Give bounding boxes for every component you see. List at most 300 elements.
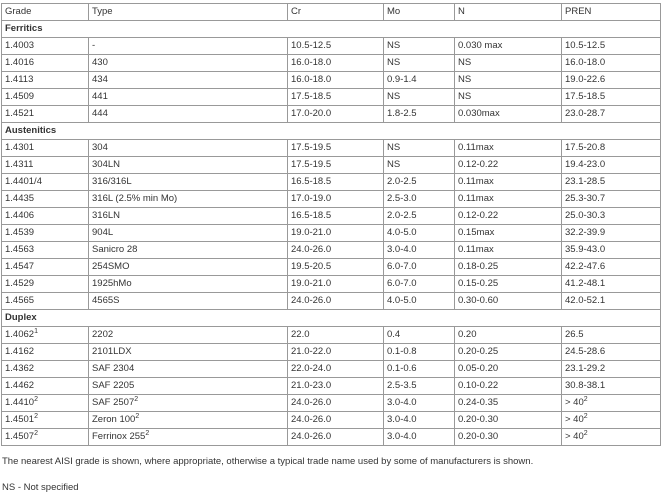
- pren-cell: [562, 38, 661, 55]
- n-cell-text: 0.12-0.22: [458, 159, 499, 170]
- n-cell: [455, 174, 562, 191]
- n-cell: [455, 276, 562, 293]
- mo-cell: [384, 140, 455, 157]
- pren-cell: [562, 225, 661, 242]
- type-cell: [89, 38, 288, 55]
- grade-cell: [2, 208, 89, 225]
- grade-cell: [2, 242, 89, 259]
- footnote-marker: 2: [34, 396, 38, 403]
- pren-cell-text: 24.5-28.6: [565, 346, 606, 357]
- cr-cell: [288, 327, 384, 344]
- section-filler-cell: [562, 21, 661, 38]
- mo-cell-text: 3.0-4.0: [387, 244, 417, 255]
- section-row: [2, 21, 661, 38]
- type-cell-text: Zeron 100: [92, 414, 136, 425]
- footnote-marker: 2: [134, 396, 139, 403]
- grade-cell: [2, 378, 89, 395]
- type-cell: [89, 429, 288, 446]
- grade-cell: [2, 259, 89, 276]
- grade-cell-text: 1.4406: [5, 210, 35, 221]
- pren-cell-text: > 40: [565, 397, 584, 408]
- n-cell: [455, 191, 562, 208]
- pren-cell: [562, 72, 661, 89]
- pren-cell: [562, 259, 661, 276]
- pren-cell: [562, 89, 661, 106]
- cr-cell-text: 24.0-26.0: [291, 397, 332, 408]
- n-cell: [455, 106, 562, 123]
- n-cell: [455, 395, 562, 412]
- footnote-marker: 2: [34, 430, 38, 437]
- n-cell-text: NS: [458, 74, 472, 85]
- section-filler-cell: [562, 310, 661, 327]
- pren-cell: [562, 293, 661, 310]
- cr-cell-text: 16.0-18.0: [291, 74, 332, 85]
- pren-cell-text: 23.1-29.2: [565, 363, 606, 374]
- n-cell-text: 0.11max: [458, 176, 494, 187]
- n-cell-text: 0.20-0.30: [458, 414, 499, 425]
- section-filler-cell: [455, 310, 562, 327]
- table-row: [2, 276, 661, 293]
- cr-cell: [288, 242, 384, 259]
- grade-cell: [2, 191, 89, 208]
- n-cell-text: 0.030 max: [458, 40, 503, 51]
- grade-cell-text: 1.4362: [5, 363, 35, 374]
- pren-cell-text: 23.1-28.5: [565, 176, 606, 187]
- section-filler-cell: [384, 21, 455, 38]
- header-row: [2, 4, 661, 21]
- grade-cell: [2, 55, 89, 72]
- type-cell: [89, 327, 288, 344]
- cr-cell-text: 22.0: [291, 329, 310, 340]
- cr-cell-text: 17.5-18.5: [291, 91, 332, 102]
- mo-cell: [384, 225, 455, 242]
- pren-cell-text: 19.4-23.0: [565, 159, 606, 170]
- grade-cell-text: 1.4565: [5, 295, 35, 306]
- n-cell: [455, 89, 562, 106]
- section-filler-cell: [89, 123, 288, 140]
- pren-cell-text: 26.5: [565, 329, 584, 340]
- pren-cell-text: 42.0-52.1: [565, 295, 606, 306]
- n-cell: [455, 38, 562, 55]
- mo-cell: [384, 276, 455, 293]
- cr-cell-text: 21.0-22.0: [291, 346, 332, 357]
- n-cell: [455, 259, 562, 276]
- section-title: Austenitics: [2, 123, 89, 140]
- type-cell-text: 4565S: [92, 295, 120, 306]
- mo-cell-text: 2.5-3.5: [387, 380, 417, 391]
- mo-cell-text: 0.9-1.4: [387, 74, 417, 85]
- type-cell: [89, 191, 288, 208]
- mo-cell-text: NS: [387, 91, 401, 102]
- type-cell-text: 254SMO: [92, 261, 130, 272]
- type-cell: [89, 378, 288, 395]
- n-cell: [455, 157, 562, 174]
- type-cell-text: 1925hMo: [92, 278, 132, 289]
- grade-cell: [2, 293, 89, 310]
- grade-cell-text: 1.4547: [5, 261, 35, 272]
- type-cell: [89, 140, 288, 157]
- mo-cell-text: 4.0-5.0: [387, 227, 417, 238]
- mo-cell: [384, 293, 455, 310]
- section-filler-cell: [89, 21, 288, 38]
- type-cell: [89, 72, 288, 89]
- type-cell-text: 444: [92, 108, 108, 119]
- mo-cell: [384, 429, 455, 446]
- pren-cell: [562, 378, 661, 395]
- cr-cell: [288, 276, 384, 293]
- cr-cell-text: 16.5-18.5: [291, 176, 332, 187]
- mo-cell: [384, 242, 455, 259]
- aisi-note: The nearest AISI grade is shown, where appropriate, otherwise a typical trade name used by some of manufacturers is shown.: [2, 456, 534, 467]
- n-cell: [455, 361, 562, 378]
- footnote-marker: 2: [583, 413, 588, 420]
- table-row: [2, 89, 661, 106]
- mo-cell: [384, 157, 455, 174]
- grade-cell: [2, 412, 89, 429]
- grade-cell-text: 1.4003: [5, 40, 35, 51]
- mo-cell-text: 3.0-4.0: [387, 431, 417, 442]
- not-specified-note: NS - Not specified: [2, 482, 79, 493]
- cr-cell-text: 24.0-26.0: [291, 414, 332, 425]
- cr-cell: [288, 72, 384, 89]
- cr-cell: [288, 395, 384, 412]
- grade-cell-text: 1.4113: [5, 74, 34, 85]
- type-cell-text: 316/316L: [92, 176, 132, 187]
- pren-cell-text: 17.5-18.5: [565, 91, 606, 102]
- grade-cell: [2, 174, 89, 191]
- grade-cell-text: 1.4062: [5, 329, 35, 340]
- n-cell-text: 0.030max: [458, 108, 500, 119]
- type-cell-text: 441: [92, 91, 108, 102]
- table-row: [2, 174, 661, 191]
- mo-cell: [384, 259, 455, 276]
- type-cell-text: 304LN: [92, 159, 120, 170]
- n-cell-text: 0.10-0.22: [458, 380, 499, 391]
- type-cell-text: 2202: [92, 329, 114, 340]
- grade-cell-text: 1.4521: [5, 108, 35, 119]
- type-cell: [89, 412, 288, 429]
- n-cell-text: 0.11max: [458, 244, 494, 255]
- mo-cell: [384, 327, 455, 344]
- type-cell: [89, 293, 288, 310]
- mo-cell: [384, 55, 455, 72]
- pren-cell-text: 42.2-47.6: [565, 261, 606, 272]
- n-cell-text: 0.30-0.60: [458, 295, 499, 306]
- n-cell-text: 0.12-0.22: [458, 210, 499, 221]
- pren-cell: [562, 276, 661, 293]
- grade-cell: [2, 361, 89, 378]
- cr-cell-text: 17.5-19.5: [291, 159, 332, 170]
- type-cell-text: 434: [92, 74, 108, 85]
- pren-cell-text: 25.3-30.7: [565, 193, 606, 204]
- n-cell-text: 0.11max: [458, 193, 494, 204]
- n-cell: [455, 429, 562, 446]
- mo-cell-text: 3.0-4.0: [387, 414, 417, 425]
- mo-cell: [384, 361, 455, 378]
- section-filler-cell: [288, 310, 384, 327]
- cr-cell: [288, 89, 384, 106]
- cr-cell: [288, 106, 384, 123]
- cr-cell: [288, 259, 384, 276]
- section-filler-cell: [384, 123, 455, 140]
- grade-cell-text: 1.4462: [5, 380, 35, 391]
- n-cell-text: NS: [458, 57, 472, 68]
- type-cell-text: 316LN: [92, 210, 120, 221]
- mo-cell-text: 4.0-5.0: [387, 295, 417, 306]
- type-cell: [89, 174, 288, 191]
- table-row: [2, 191, 661, 208]
- mo-cell: [384, 72, 455, 89]
- cr-cell: [288, 157, 384, 174]
- mo-cell-text: 2.5-3.0: [387, 193, 417, 204]
- cr-cell: [288, 191, 384, 208]
- header-cell-type: Type: [89, 4, 288, 21]
- pren-cell-text: 17.5-20.8: [565, 142, 606, 153]
- pren-cell: [562, 106, 661, 123]
- cr-cell: [288, 412, 384, 429]
- cr-cell: [288, 344, 384, 361]
- n-cell-text: NS: [458, 91, 472, 102]
- mo-cell-text: 3.0-4.0: [387, 397, 417, 408]
- section-filler-cell: [89, 310, 288, 327]
- cr-cell-text: 22.0-24.0: [291, 363, 332, 374]
- cr-cell-text: 10.5-12.5: [291, 40, 332, 51]
- stainless-steel-grades-table: [1, 3, 661, 446]
- section-filler-cell: [455, 21, 562, 38]
- header-cell-cr: Cr: [288, 4, 384, 21]
- type-cell: [89, 89, 288, 106]
- type-cell-text: SAF 2507: [92, 397, 135, 408]
- section-filler-cell: [288, 123, 384, 140]
- grade-cell-text: 1.4016: [5, 57, 35, 68]
- grade-cell: [2, 276, 89, 293]
- pren-cell-text: > 40: [565, 414, 584, 425]
- grade-cell: [2, 106, 89, 123]
- n-cell-text: 0.20-0.30: [458, 431, 499, 442]
- mo-cell: [384, 208, 455, 225]
- header-cell-pren: PREN: [562, 4, 661, 21]
- grade-cell: [2, 344, 89, 361]
- n-cell-text: 0.24-0.35: [458, 397, 499, 408]
- pren-cell: [562, 327, 661, 344]
- type-cell: [89, 276, 288, 293]
- mo-cell-text: 2.0-2.5: [387, 210, 417, 221]
- cr-cell: [288, 293, 384, 310]
- mo-cell: [384, 174, 455, 191]
- type-cell: [89, 208, 288, 225]
- section-row: [2, 123, 661, 140]
- type-cell: [89, 395, 288, 412]
- footnote-marker: 2: [34, 413, 38, 420]
- pren-cell-text: > 40: [565, 431, 584, 442]
- pren-cell: [562, 429, 661, 446]
- cr-cell-text: 17.0-20.0: [291, 108, 332, 119]
- type-cell-text: 430: [92, 57, 108, 68]
- cr-cell: [288, 174, 384, 191]
- mo-cell-text: NS: [387, 159, 401, 170]
- mo-cell-text: 2.0-2.5: [387, 176, 417, 187]
- table-row: [2, 412, 661, 429]
- type-cell-text: SAF 2304: [92, 363, 135, 374]
- n-cell: [455, 378, 562, 395]
- section-title: Ferritics: [2, 21, 89, 38]
- n-cell-text: 0.20-0.25: [458, 346, 499, 357]
- type-cell: [89, 55, 288, 72]
- table-row: [2, 361, 661, 378]
- header-cell-n: N: [455, 4, 562, 21]
- header-cell-mo: Mo: [384, 4, 455, 21]
- grade-cell: [2, 327, 89, 344]
- pren-cell: [562, 157, 661, 174]
- table-row: [2, 72, 661, 89]
- type-cell: [89, 106, 288, 123]
- pren-cell: [562, 361, 661, 378]
- mo-cell-text: 0.1-0.8: [387, 346, 417, 357]
- pren-cell-text: 30.8-38.1: [565, 380, 606, 391]
- mo-cell: [384, 395, 455, 412]
- mo-cell-text: 0.1-0.6: [387, 363, 417, 374]
- pren-cell-text: 32.2-39.9: [565, 227, 606, 238]
- grade-cell-text: 1.4529: [5, 278, 35, 289]
- grade-cell: [2, 157, 89, 174]
- n-cell: [455, 140, 562, 157]
- cr-cell: [288, 361, 384, 378]
- grade-cell: [2, 429, 89, 446]
- cr-cell-text: 19.0-21.0: [291, 278, 332, 289]
- n-cell: [455, 72, 562, 89]
- n-cell-text: 0.20: [458, 329, 477, 340]
- grade-cell: [2, 395, 89, 412]
- mo-cell-text: 6.0-7.0: [387, 278, 417, 289]
- pren-cell: [562, 344, 661, 361]
- n-cell-text: 0.11max: [458, 142, 494, 153]
- n-cell: [455, 208, 562, 225]
- n-cell: [455, 242, 562, 259]
- type-cell-text: 2101LDX: [92, 346, 132, 357]
- cr-cell: [288, 38, 384, 55]
- mo-cell: [384, 106, 455, 123]
- type-cell-text: 304: [92, 142, 108, 153]
- grade-cell-text: 1.4507: [5, 431, 35, 442]
- cr-cell-text: 24.0-26.0: [291, 295, 332, 306]
- cr-cell-text: 17.5-19.5: [291, 142, 332, 153]
- mo-cell-text: 6.0-7.0: [387, 261, 417, 272]
- table-row: [2, 327, 661, 344]
- n-cell: [455, 293, 562, 310]
- type-cell-text: 316L (2.5% min Mo): [92, 193, 178, 204]
- cr-cell: [288, 55, 384, 72]
- type-cell-text: SAF 2205: [92, 380, 135, 391]
- n-cell: [455, 55, 562, 72]
- type-cell-text: 904L: [92, 227, 114, 238]
- pren-cell-text: 25.0-30.3: [565, 210, 606, 221]
- cr-cell-text: 24.0-26.0: [291, 244, 332, 255]
- table-row: [2, 157, 661, 174]
- footnote-marker: 1: [34, 328, 38, 335]
- type-cell-text: -: [92, 40, 96, 51]
- table-row: [2, 208, 661, 225]
- table-row: [2, 293, 661, 310]
- pren-cell-text: 35.9-43.0: [565, 244, 606, 255]
- table-row: [2, 429, 661, 446]
- section-row: [2, 310, 661, 327]
- footnote-marker: 2: [583, 396, 588, 403]
- grade-cell: [2, 38, 89, 55]
- grade-cell: [2, 89, 89, 106]
- pren-cell: [562, 191, 661, 208]
- n-cell-text: 0.18-0.25: [458, 261, 499, 272]
- pren-cell: [562, 395, 661, 412]
- type-cell: [89, 361, 288, 378]
- grade-cell-text: 1.4401/4: [5, 176, 42, 187]
- type-cell: [89, 344, 288, 361]
- footnote-marker: 2: [145, 430, 150, 437]
- pren-cell-text: 10.5-12.5: [565, 40, 606, 51]
- table-row: [2, 242, 661, 259]
- section-filler-cell: [384, 310, 455, 327]
- type-cell: [89, 259, 288, 276]
- table-row: [2, 344, 661, 361]
- grade-cell-text: 1.4501: [5, 414, 35, 425]
- cr-cell: [288, 225, 384, 242]
- mo-cell-text: NS: [387, 40, 401, 51]
- section-filler-cell: [562, 123, 661, 140]
- grade-cell-text: 1.4311: [5, 159, 34, 170]
- grade-cell-text: 1.4301: [5, 142, 35, 153]
- section-filler-cell: [288, 21, 384, 38]
- table-row: [2, 378, 661, 395]
- grade-cell: [2, 225, 89, 242]
- footnote-marker: 2: [583, 430, 588, 437]
- mo-cell-text: NS: [387, 57, 401, 68]
- table-row: [2, 140, 661, 157]
- table-body: [2, 21, 661, 446]
- grade-cell-text: 1.4509: [5, 91, 35, 102]
- type-cell-text: Ferrinox 255: [92, 431, 146, 442]
- cr-cell-text: 17.0-19.0: [291, 193, 332, 204]
- cr-cell: [288, 378, 384, 395]
- grade-cell-text: 1.4539: [5, 227, 35, 238]
- n-cell-text: 0.15-0.25: [458, 278, 499, 289]
- cr-cell-text: 21.0-23.0: [291, 380, 332, 391]
- grade-cell-text: 1.4162: [5, 346, 35, 357]
- table-row: [2, 55, 661, 72]
- type-cell: [89, 242, 288, 259]
- cr-cell-text: 19.0-21.0: [291, 227, 332, 238]
- n-cell: [455, 225, 562, 242]
- pren-cell-text: 16.0-18.0: [565, 57, 606, 68]
- pren-cell-text: 41.2-48.1: [565, 278, 606, 289]
- n-cell: [455, 344, 562, 361]
- mo-cell: [384, 191, 455, 208]
- table-row: [2, 106, 661, 123]
- grade-cell-text: 1.4563: [5, 244, 35, 255]
- mo-cell: [384, 412, 455, 429]
- mo-cell: [384, 378, 455, 395]
- pren-cell: [562, 174, 661, 191]
- grade-cell: [2, 72, 89, 89]
- n-cell: [455, 412, 562, 429]
- mo-cell: [384, 344, 455, 361]
- mo-cell: [384, 89, 455, 106]
- grade-cell-text: 1.4410: [5, 397, 35, 408]
- cr-cell-text: 16.5-18.5: [291, 210, 332, 221]
- n-cell-text: 0.15max: [458, 227, 495, 238]
- table-row: [2, 38, 661, 55]
- mo-cell: [384, 38, 455, 55]
- pren-cell: [562, 55, 661, 72]
- cr-cell-text: 24.0-26.0: [291, 431, 332, 442]
